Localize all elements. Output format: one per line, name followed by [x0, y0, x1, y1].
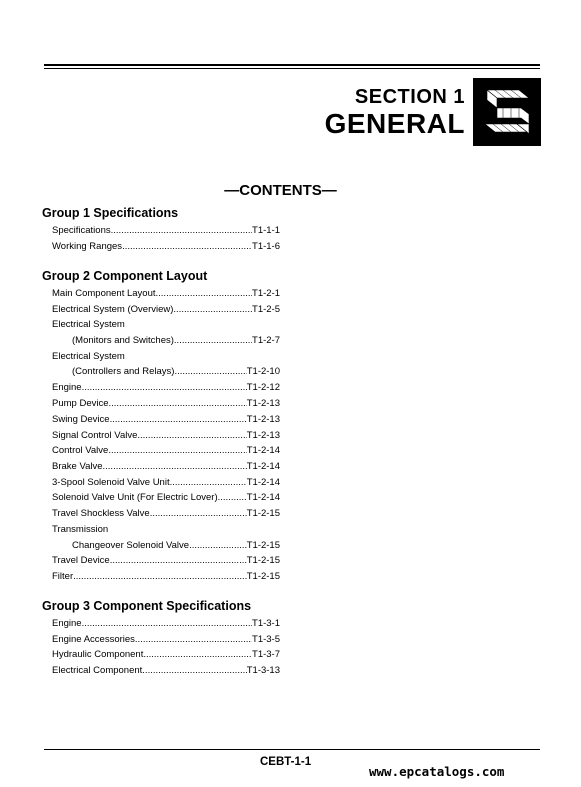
toc-entry[interactable]: Travel Device ..... T1-2-15 — [52, 555, 280, 566]
toc-entry-heading: Transmission — [52, 524, 109, 535]
toc-entry[interactable]: Travel Shockless Valve ..... T1-2-15 — [52, 508, 280, 519]
group-2-title: Group 2 Component Layout — [42, 269, 208, 283]
toc-entry[interactable]: Engine ..... T1-2-12 — [52, 382, 280, 393]
toc-entry[interactable]: Changeover Solenoid Valve ..... T1-2-15 — [52, 540, 280, 551]
toc-entry-heading: Electrical System — [52, 319, 125, 330]
section-cube-s-logo-icon — [473, 78, 541, 146]
toc-entry[interactable]: 3-Spool Solenoid Valve Unit ..... T1-2-14 — [52, 477, 280, 488]
group-1-title: Group 1 Specifications — [42, 206, 179, 220]
toc-entry[interactable]: Control Valve ..... T1-2-14 — [52, 445, 280, 456]
group-3-title: Group 3 Component Specifications — [42, 599, 252, 613]
top-rule-thin — [44, 68, 540, 69]
toc-entry[interactable]: Solenoid Valve Unit (For Electric Lover) ..... T1-2-14 — [52, 492, 280, 503]
toc-entry[interactable]: Pump Device ..... T1-2-13 — [52, 398, 280, 409]
toc-entry[interactable]: Engine ..... T1-3-1 — [52, 618, 280, 629]
toc-entry[interactable]: Electrical System (Overview) ..... T1-2-5 — [52, 304, 280, 315]
toc-entry[interactable]: Signal Control Valve ..... T1-2-13 — [52, 430, 280, 441]
watermark-link[interactable]: www.epcatalogs.com — [369, 764, 505, 779]
toc-entry[interactable]: Filter ..... T1-2-15 — [52, 571, 280, 582]
top-rule-thick — [44, 64, 540, 66]
toc-entry-heading: Electrical System — [52, 351, 125, 362]
toc-entry[interactable]: Swing Device ..... T1-2-13 — [52, 414, 280, 425]
toc-entry[interactable]: Specifications ..... T1-1-1 — [52, 225, 280, 236]
toc-entry[interactable]: (Monitors and Switches) ..... T1-2-7 — [52, 335, 280, 346]
toc-entry[interactable]: Hydraulic Component ..... T1-3-7 — [52, 649, 280, 660]
toc-entry[interactable]: Engine Accessories ..... T1-3-5 — [52, 634, 280, 645]
section-title: GENERAL — [324, 108, 465, 139]
contents-heading: —CONTENTS— — [224, 182, 337, 199]
toc-entry[interactable]: Brake Valve ..... T1-2-14 — [52, 461, 280, 472]
toc-entry[interactable]: Working Ranges ..... T1-1-6 — [52, 241, 280, 252]
page-code: CEBT-1-1 — [260, 756, 312, 768]
toc-entry[interactable]: (Controllers and Relays) ..... T1-2-10 — [52, 366, 280, 377]
section-label: SECTION 1 — [354, 86, 465, 108]
toc-entry[interactable]: Main Component Layout ..... T1-2-1 — [52, 288, 280, 299]
bottom-rule — [44, 749, 540, 750]
toc-entry[interactable]: Electrical Component ..... T1-3-13 — [52, 665, 280, 676]
